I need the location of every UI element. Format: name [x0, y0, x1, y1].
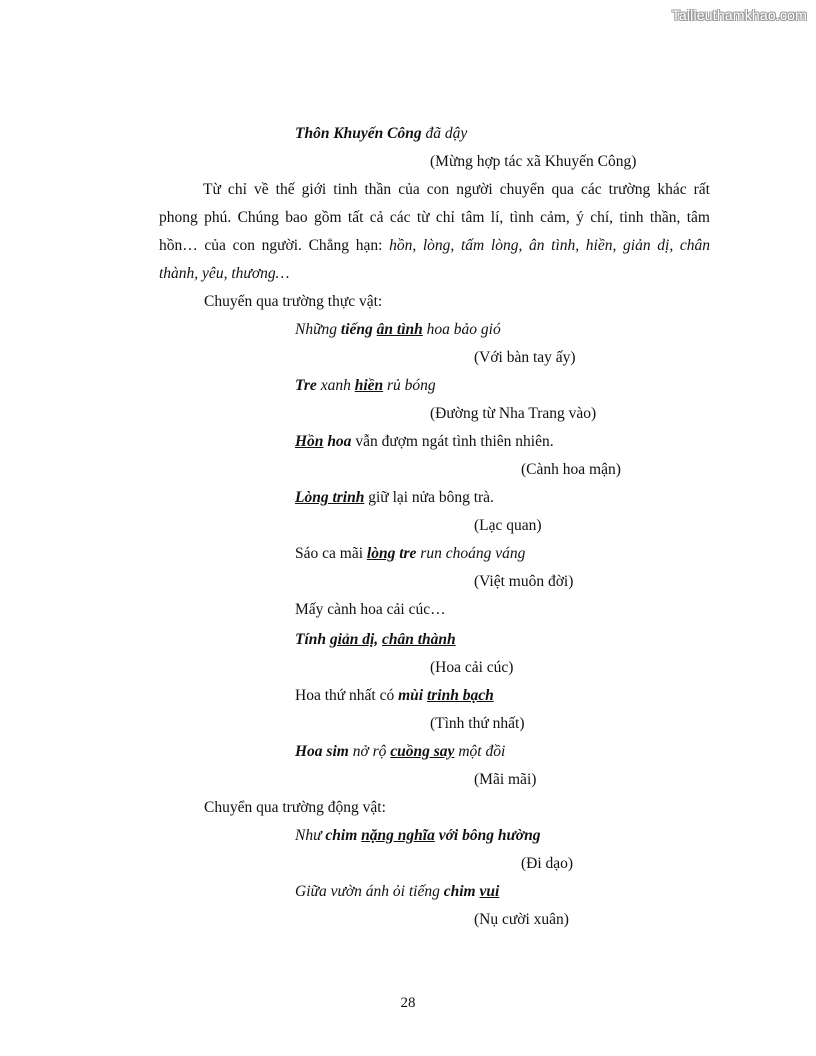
- text-run: (Việt muôn đời): [474, 573, 574, 590]
- text-run: chân thành: [382, 631, 456, 648]
- text-run: (Với bàn tay ấy): [474, 349, 576, 366]
- paragraph-line: [159, 264, 289, 284]
- poem-line: [295, 488, 494, 508]
- poem-line: [295, 882, 499, 902]
- text-run: run choáng váng: [416, 545, 526, 562]
- text-run: Chuyển qua trường thực vật:: [204, 293, 383, 310]
- citation: [521, 854, 573, 874]
- text-run: Hoa thứ nhất có: [295, 687, 399, 704]
- citation: [474, 770, 536, 790]
- citation: [474, 910, 569, 930]
- text-run: ,: [374, 631, 382, 648]
- text-run: hồn, lòng, tấm lòng, ân tình, hiền, giản dị, chân: [389, 237, 710, 254]
- paragraph-line: [159, 208, 710, 228]
- text-run: mùi: [398, 687, 427, 704]
- text-run: hiền: [354, 377, 384, 394]
- text-run: ân tình: [376, 321, 423, 338]
- citation: [430, 152, 636, 172]
- text-run: một đồi: [454, 743, 506, 760]
- poem-line: [295, 544, 525, 564]
- text-run: cuồng say: [390, 743, 455, 760]
- text-run: (Tình thứ nhất): [430, 715, 525, 732]
- citation: [430, 714, 525, 734]
- text-run: Sáo ca mãi: [295, 545, 367, 562]
- text-run: với bông hường: [434, 827, 541, 844]
- paragraph-line: [159, 236, 710, 256]
- text-run: Lòng trinh: [295, 489, 365, 506]
- section-intro: [204, 798, 386, 818]
- poem-line: [295, 432, 554, 452]
- poem-line: [295, 742, 505, 762]
- text-run: Mấy cành hoa cải cúc…: [295, 601, 446, 618]
- poem-line: [295, 320, 501, 340]
- text-run: Tính: [295, 631, 330, 648]
- text-run: Hồn: [295, 433, 324, 450]
- text-run: (Hoa cải cúc): [430, 659, 514, 676]
- citation: [474, 572, 573, 592]
- poem-line: [295, 630, 456, 650]
- text-run: Như: [295, 827, 326, 844]
- text-run: lòng: [366, 545, 396, 562]
- poem-line: [295, 600, 446, 620]
- text-run: rủ bóng: [383, 377, 436, 394]
- text-run: Giữa vườn ánh ỏi tiếng: [295, 883, 444, 900]
- text-run: đã dậy: [425, 125, 468, 142]
- text-run: (Lạc quan): [474, 517, 542, 534]
- text-run: nặng nghĩa: [361, 827, 435, 844]
- text-run: tiếng: [340, 321, 377, 338]
- poem-line: [295, 686, 494, 706]
- text-run: Tre: [295, 377, 317, 394]
- text-run: hồn… của con người. Chẳng hạn:: [159, 237, 390, 254]
- text-run: nở rộ: [348, 743, 391, 760]
- citation: [521, 460, 621, 480]
- poem-line: [295, 376, 436, 396]
- text-run: hoa bảo gió: [422, 321, 501, 338]
- citation: [430, 404, 596, 424]
- text-run: hoa: [323, 433, 352, 450]
- text-run: giữ lại nửa bông trà.: [364, 489, 494, 506]
- text-run: (Mãi mãi): [474, 771, 537, 788]
- text-run: (Cành hoa mận): [521, 461, 621, 478]
- text-run: Chuyển qua trường động vật:: [204, 799, 386, 816]
- text-run: giản dị: [329, 631, 375, 648]
- citation: [430, 658, 513, 678]
- text-run: chim: [325, 827, 362, 844]
- poem-title-line: [295, 124, 467, 144]
- text-run: tre: [395, 545, 417, 562]
- watermark: Tailieuthamkhao.com: [671, 7, 807, 23]
- text-run: Từ chỉ về thế giới tinh thần của con người chuyển qua các trường khác rất: [203, 181, 710, 198]
- section-intro: [204, 292, 382, 312]
- text-run: (Mừng hợp tác xã Khuyến Công): [430, 153, 637, 170]
- text-run: Thôn Khuyến Công: [295, 125, 426, 142]
- text-run: Những: [295, 321, 341, 338]
- text-run: Hoa sim: [295, 743, 349, 760]
- text-run: (Đường từ Nha Trang vào): [430, 405, 597, 422]
- text-run: thành, yêu, thương…: [159, 265, 290, 282]
- text-run: phong phú. Chúng bao gồm tất cả các từ chỉ tâm lí, tình cảm, ý chí, tinh thần, tâm: [159, 209, 710, 226]
- text-run: (Nụ cười xuân): [474, 911, 569, 928]
- text-run: xanh: [316, 377, 355, 394]
- text-run: vui: [479, 883, 500, 900]
- text-run: trinh bạch: [426, 687, 494, 704]
- page-number: 28: [400, 995, 416, 1011]
- text-run: chim: [443, 883, 480, 900]
- paragraph-line: [159, 180, 710, 200]
- poem-line: [295, 826, 540, 846]
- citation: [474, 348, 576, 368]
- text-run: vẫn đượm ngát tình thiên nhiên.: [351, 433, 554, 450]
- citation: [474, 516, 542, 536]
- text-run: (Đi dạo): [521, 855, 574, 872]
